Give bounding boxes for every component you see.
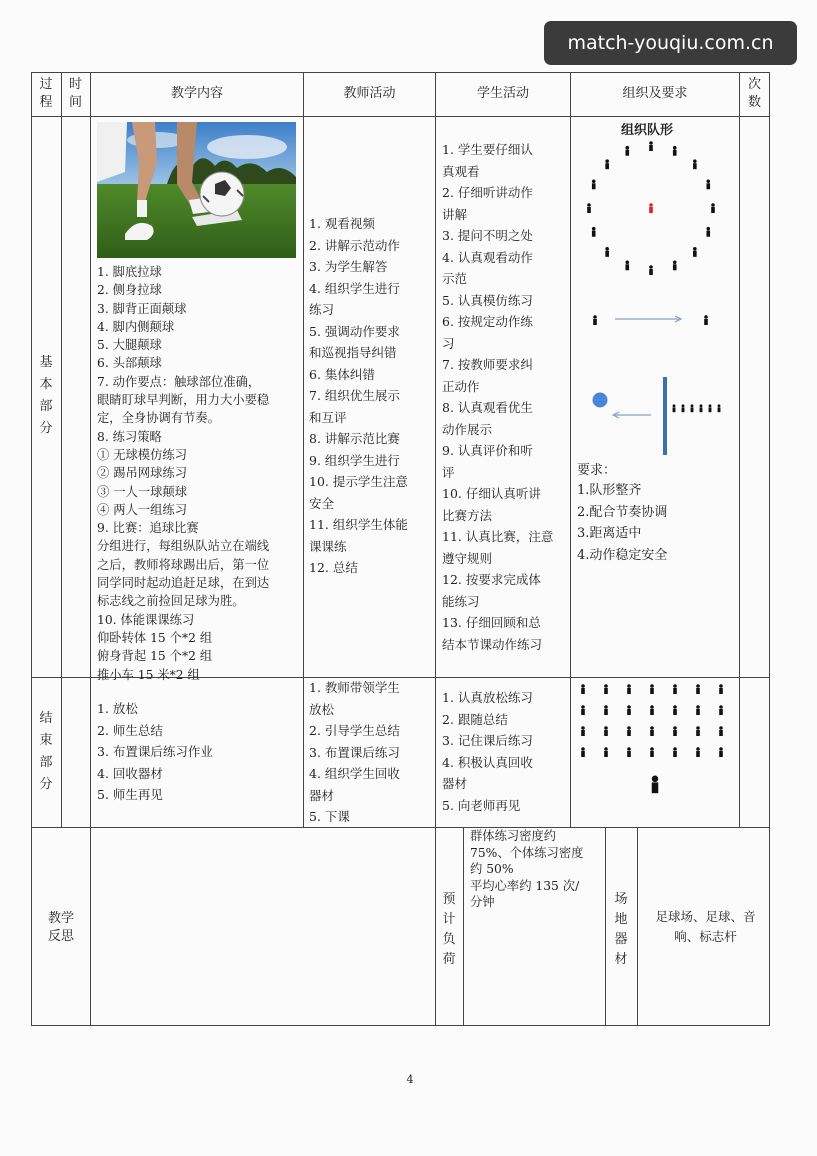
content-line: 分组进行，每组纵队站立在端线 — [97, 539, 270, 554]
student-marker — [650, 747, 654, 757]
header-student: 学生活动 — [476, 86, 529, 101]
student-line: 正动作 — [442, 378, 480, 394]
ball-icon — [593, 393, 608, 408]
content-line: 同学同时起动追赶足球，在到达 — [97, 576, 270, 591]
teacher-line: 1. 观看视频 — [309, 216, 375, 231]
student-line: 器材 — [442, 776, 468, 791]
teacher-line: 7. 组织优生展示 — [309, 388, 400, 403]
student-marker — [605, 159, 609, 169]
header-process: 过 程 — [39, 77, 53, 110]
content-line: 7. 动作要点：触球部位准确， — [97, 374, 261, 389]
teacher-line: 11. 组织学生体能 — [309, 517, 408, 532]
student-marker — [627, 747, 631, 757]
student-line: 遵守规则 — [442, 550, 493, 566]
header-teacher: 教师活动 — [343, 86, 396, 101]
content-line: 9. 比赛：追球比赛 — [97, 521, 199, 536]
requirements-list — [577, 480, 667, 566]
end-section-label: 结 束 部 分 — [39, 711, 53, 792]
teacher-line: 10. 提示学生注意 — [309, 474, 408, 489]
student-marker — [696, 705, 700, 715]
teacher-line: 6. 集体纠错 — [309, 366, 375, 382]
student-line: 1. 认真放松练习 — [442, 690, 533, 705]
student-marker — [650, 684, 654, 694]
header-content: 教学内容 — [170, 86, 223, 101]
student-line: 2. 跟随总结 — [442, 711, 508, 727]
teacher-line: 3. 布置课后练习 — [309, 744, 400, 760]
teacher-line: 课课练 — [309, 538, 347, 554]
student-marker — [587, 203, 591, 213]
content-line: 5. 师生再见 — [97, 787, 163, 802]
student-line: 10. 仔细认真听讲 — [442, 486, 541, 501]
student-marker — [682, 404, 685, 412]
load-line: 75%、个体练习密度 — [470, 845, 584, 860]
student-marker — [627, 726, 631, 736]
content-line: 5. 大腿颠球 — [97, 338, 162, 353]
student-marker — [625, 260, 629, 270]
teacher-marker — [649, 203, 653, 213]
content-line: 标志线之前捡回足球为胜。 — [97, 594, 245, 609]
content-line: 3. 布置课后练习作业 — [97, 744, 213, 759]
teacher-line: 4. 组织学生进行 — [309, 280, 400, 296]
student-marker — [696, 684, 700, 694]
student-line: 6. 按规定动作练 — [442, 314, 533, 329]
formation-title: 组织队形 — [621, 123, 674, 138]
site-watermark: match-youqiu.com.cn — [544, 21, 797, 65]
requirement-item: 1.队形整齐 — [577, 483, 642, 498]
teacher-marker — [652, 776, 658, 794]
equipment-description — [643, 907, 768, 947]
requirement-item: 3.距离适中 — [577, 526, 642, 541]
student-line: 5. 向老师再见 — [442, 797, 521, 813]
student-line: 12. 按要求完成体 — [442, 572, 541, 587]
teacher-line: 和互评 — [309, 409, 347, 425]
student-marker — [706, 227, 710, 237]
student-line: 1. 学生要仔细认 — [442, 142, 533, 157]
student-marker — [693, 247, 697, 257]
student-marker — [718, 404, 721, 412]
student-marker — [581, 705, 585, 715]
student-line: 能练习 — [442, 593, 480, 609]
teacher-line: 安全 — [309, 495, 335, 511]
student-line: 13. 仔细回顾和总 — [442, 615, 541, 630]
student-marker — [581, 684, 585, 694]
student-marker — [581, 726, 585, 736]
student-marker — [604, 684, 608, 694]
content-line: 俯身背起 15 个*2 组 — [97, 649, 213, 664]
student-marker — [604, 726, 608, 736]
student-marker — [696, 726, 700, 736]
student-line: 3. 提问不明之处 — [442, 228, 533, 243]
reflection-label: 教学 反思 — [47, 911, 74, 944]
student-marker — [592, 227, 596, 237]
content-line: 4. 脚内侧颠球 — [97, 319, 175, 334]
teacher-line: 8. 讲解示范比赛 — [309, 431, 400, 446]
requirements-title: 要求： — [577, 463, 617, 478]
content-line: 1. 脚底拉球 — [97, 265, 162, 279]
end-formation-diagram — [571, 678, 738, 826]
basic-teacher-activity — [309, 213, 434, 579]
page-number: 4 — [406, 1073, 414, 1086]
student-marker — [673, 726, 677, 736]
content-line: 1. 放松 — [97, 701, 138, 716]
student-line: 比赛方法 — [442, 507, 493, 523]
formation-diagram — [571, 117, 738, 677]
load-line: 平均心率约 135 次/ — [470, 878, 580, 893]
student-line: 示范 — [442, 271, 468, 286]
student-marker — [673, 260, 677, 270]
content-line: 推小车 15 米*2 组 — [97, 667, 200, 682]
teacher-line: 1. 教师带领学生 — [309, 680, 400, 695]
content-line: ③ 一人一球颠球 — [97, 484, 187, 499]
student-marker — [625, 146, 629, 156]
teacher-line: 12. 总结 — [309, 560, 358, 575]
student-marker — [696, 747, 700, 757]
student-line: 4. 认真观看动作 — [442, 249, 533, 265]
equipment-line: 响、标志杆 — [674, 929, 737, 944]
student-marker — [706, 179, 710, 189]
student-line: 结本节课动作练习 — [442, 636, 543, 652]
student-line: 4. 积极认真回收 — [442, 754, 533, 770]
basic-teaching-content — [97, 263, 302, 684]
student-line: 评 — [442, 464, 455, 480]
end-student-activity — [442, 687, 569, 816]
requirement-item: 2.配合节奏协调 — [577, 504, 668, 520]
student-marker — [719, 705, 723, 715]
teacher-line: 放松 — [309, 701, 335, 717]
student-marker — [605, 247, 609, 257]
load-label: 预 计 负 荷 — [442, 892, 456, 967]
student-line: 9. 认真评价和听 — [442, 443, 533, 458]
content-line: 2. 师生总结 — [97, 722, 163, 738]
load-line: 约 50% — [470, 862, 514, 876]
student-marker — [673, 684, 677, 694]
load-line: 群体练习密度约 — [470, 829, 557, 843]
basic-section-label: 基 本 部 分 — [39, 355, 53, 436]
student-line: 2. 仔细听讲动作 — [442, 185, 533, 200]
content-line: 4. 回收器材 — [97, 765, 163, 781]
content-line: 仰卧转体 15 个*2 组 — [97, 630, 213, 645]
student-marker — [673, 146, 677, 156]
content-line: 6. 头部颠球 — [97, 356, 162, 371]
teacher-line: 5. 强调动作要求 — [309, 323, 400, 339]
student-marker — [719, 747, 723, 757]
student-marker — [709, 404, 712, 412]
content-line: ④ 两人一组练习 — [97, 502, 187, 517]
student-line: 11. 认真比赛，注意 — [442, 529, 554, 544]
student-line: 讲解 — [442, 206, 468, 222]
student-marker — [700, 404, 703, 412]
teacher-line: 9. 组织学生进行 — [309, 452, 400, 468]
teacher-line: 3. 为学生解答 — [309, 259, 388, 274]
student-marker — [704, 315, 708, 325]
student-marker — [719, 684, 723, 694]
content-line: 10. 体能课课练习 — [97, 612, 195, 627]
student-marker — [649, 141, 653, 151]
student-marker — [711, 203, 715, 213]
student-marker — [627, 684, 631, 694]
student-marker — [649, 265, 653, 275]
student-line: 5. 认真模仿练习 — [442, 292, 533, 308]
student-marker — [650, 705, 654, 715]
student-marker — [693, 159, 697, 169]
student-marker — [673, 404, 676, 412]
student-marker — [581, 747, 585, 757]
student-marker — [627, 705, 631, 715]
student-line: 8. 认真观看优生 — [442, 400, 533, 415]
arrow-right-icon — [615, 316, 681, 322]
student-marker — [673, 747, 677, 757]
end-teacher-activity — [309, 677, 434, 828]
teacher-line: 5. 下课 — [309, 809, 350, 824]
load-line: 分钟 — [470, 895, 495, 909]
teacher-line: 练习 — [309, 302, 335, 317]
content-line: ① 无球模仿练习 — [97, 447, 187, 462]
basic-student-activity — [442, 139, 569, 655]
equipment-label: 场 地 器 材 — [614, 892, 628, 967]
student-marker — [592, 179, 596, 189]
student-line: 7. 按教师要求纠 — [442, 357, 533, 372]
content-line: 3. 脚背正面颠球 — [97, 301, 187, 316]
student-line: 3. 记住课后练习 — [442, 733, 533, 748]
teacher-line: 2. 引导学生总结 — [309, 723, 400, 738]
end-teaching-content — [97, 698, 302, 806]
equipment-line: 足球场、足球、音 — [655, 909, 756, 924]
student-line: 真观看 — [442, 163, 480, 179]
teacher-line: 4. 组织学生回收 — [309, 766, 400, 781]
student-line: 动作展示 — [442, 421, 493, 437]
student-marker — [650, 726, 654, 736]
student-line: 习 — [442, 335, 455, 351]
content-line: ② 踢吊网球练习 — [97, 466, 187, 481]
content-line: 2. 侧身拉球 — [97, 283, 162, 298]
student-marker — [691, 404, 694, 412]
teacher-line: 和巡视指导纠错 — [309, 345, 397, 360]
student-marker — [673, 705, 677, 715]
content-line: 定，全身协调有节奏。 — [97, 411, 220, 426]
content-line: 之后，教师将球踢出后，第一位 — [97, 557, 270, 572]
content-line: 8. 练习策略 — [97, 429, 162, 444]
student-marker — [604, 705, 608, 715]
header-organization: 组织及要求 — [622, 86, 688, 101]
content-line: 眼睛盯球早判断，用力大小要稳 — [97, 393, 270, 408]
student-marker — [719, 726, 723, 736]
student-marker — [593, 315, 597, 325]
teacher-line: 2. 讲解示范动作 — [309, 237, 400, 253]
load-description — [470, 828, 604, 911]
student-marker — [604, 747, 608, 757]
header-time: 时 间 — [68, 77, 82, 110]
teacher-line: 器材 — [309, 787, 335, 803]
header-times: 次 数 — [747, 77, 761, 110]
arrow-left-icon — [613, 412, 651, 418]
soccer-kick-photo — [97, 122, 296, 258]
requirement-item: 4.动作稳定安全 — [577, 547, 668, 563]
marker-line — [663, 377, 667, 455]
